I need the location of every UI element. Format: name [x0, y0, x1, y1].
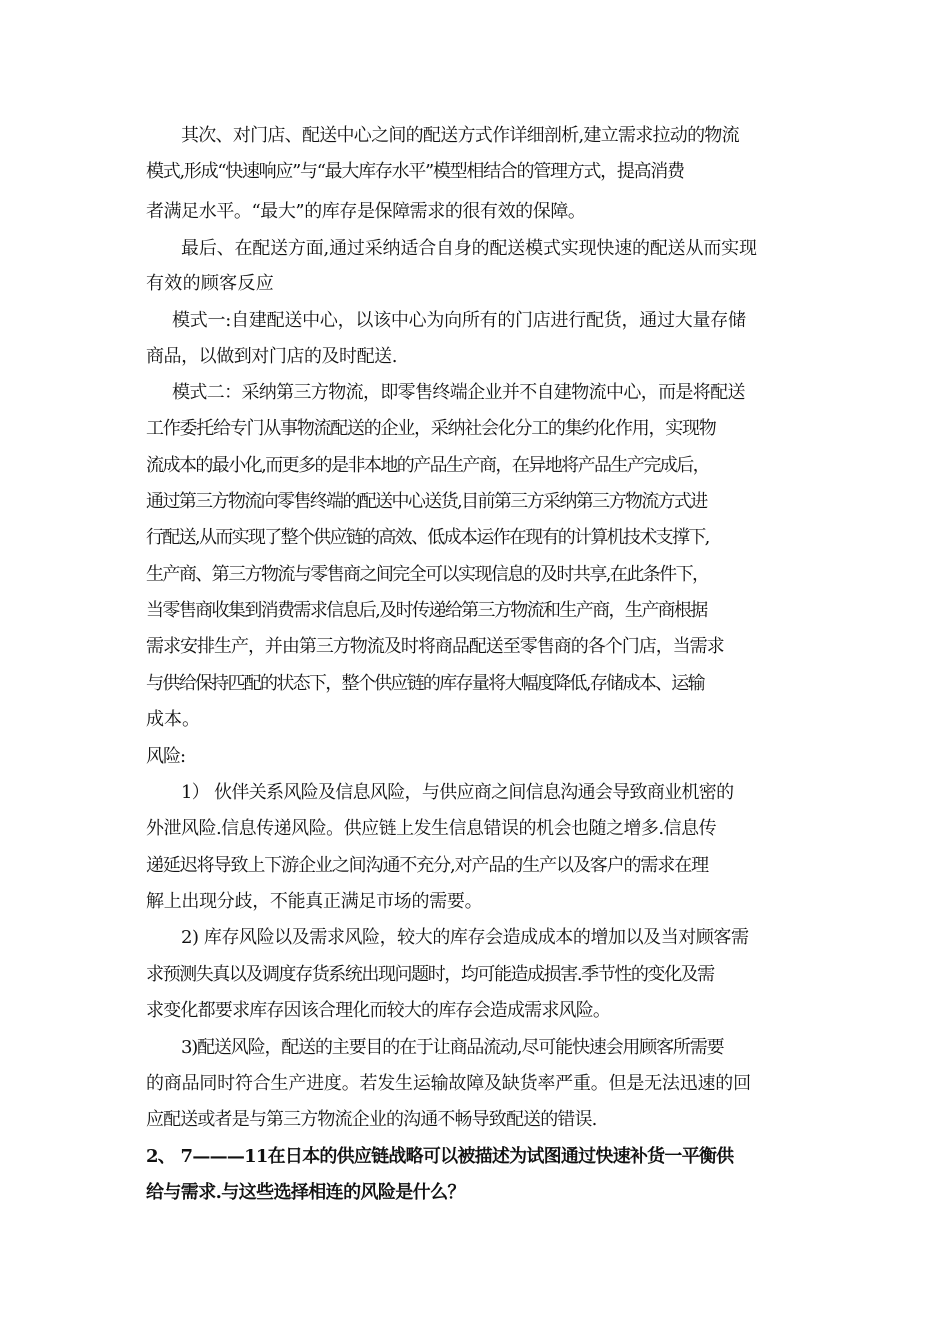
text-line: 外泄风险.信息传递风险。供应链上发生信息错误的机会也随之增多.信息传	[146, 818, 717, 839]
text-line: 商品，以做到对门店的及时配送.	[146, 346, 397, 367]
text-line: 生产商、第三方物流与零售商之间完全可以实现信息的及时共享,在此条件下，	[146, 564, 709, 585]
text-line: 流成本的最小化,而更多的是非本地的产品生产商，在异地将产品生产完成后，	[146, 455, 710, 476]
question-heading: 给与需求.与这些选择相连的风险是什么？	[146, 1182, 465, 1203]
text-line: 通过第三方物流向零售终端的配送中心送货,目前第三方采纳第三方物流方式进	[146, 491, 707, 512]
text-line: 工作委托给专门从事物流配送的企业，采纳社会化分工的集约化作用，实现物	[146, 418, 716, 439]
text-line: 应配送或者是与第三方物流企业的沟通不畅导致配送的错误.	[146, 1109, 597, 1130]
text-line: 需求安排生产，并由第三方物流及时将商品配送至零售商的各个门店，当需求	[146, 636, 724, 657]
text-line: 模式一:自建配送中心，以该中心为向所有的门店进行配货，通过大量存储	[172, 310, 746, 331]
text-line: 与供给保持匹配的状态下，整个供应链的库存量将大幅度降低,存储成本、运输	[146, 673, 704, 694]
text-line: 模式,形成“快速响应”与“最大库存水平”模型相结合的管理方式，提高消费	[146, 161, 684, 182]
text-line: 求预测失真以及调度存货系统出现问题时，均可能造成损害.季节性的变化及需	[146, 964, 714, 985]
text-line: 行配送,从而实现了整个供应链的高效、低成本运作在现有的计算机技术支撑下,	[146, 527, 709, 548]
text-line: 者满足水平。“最大”的库存是保障需求的很有效的保障。	[146, 201, 586, 222]
text-line: 最后、在配送方面,通过采纳适合自身的配送模式实现快速的配送从而实现	[181, 238, 757, 259]
text-line: 的商品同时符合生产进度。若发生运输故障及缺货率严重。但是无法迅速的回	[146, 1073, 751, 1094]
text-line: 解上出现分歧，不能真正满足市场的需要。	[146, 891, 483, 912]
text-line: 当零售商收集到消费需求信息后,及时传递给第三方物流和生产商，生产商根据	[146, 600, 707, 621]
text-line: 求变化都要求库存因该合理化而较大的库存会造成需求风险。	[146, 1000, 611, 1021]
text-line: 递延迟将导致上下游企业之间沟通不充分,对产品的生产以及客户的需求在理	[146, 855, 708, 876]
section-label: 风险:	[146, 746, 186, 767]
list-item: 1） 伙伴关系风险及信息风险，与供应商之间信息沟通会导致商业机密的	[181, 782, 734, 803]
list-item: 2) 库存风险以及需求风险，较大的库存会造成成本的增加以及当对顾客需	[181, 927, 749, 948]
text-line: 其次、对门店、配送中心之间的配送方式作详细剖析,建立需求拉动的物流	[181, 125, 739, 146]
list-item: 3)配送风险，配送的主要目的在于让商品流动,尽可能快速会用顾客所需要	[181, 1037, 724, 1058]
question-heading: 2、 7———11在日本的供应链战略可以被描述为试图通过快速补货一平衡供	[146, 1146, 734, 1167]
text-line: 成本。	[146, 709, 200, 730]
text-line: 有效的顾客反应	[146, 273, 275, 294]
text-line: 模式二：采纳第三方物流，即零售终端企业并不自建物流中心，而是将配送	[172, 382, 745, 403]
